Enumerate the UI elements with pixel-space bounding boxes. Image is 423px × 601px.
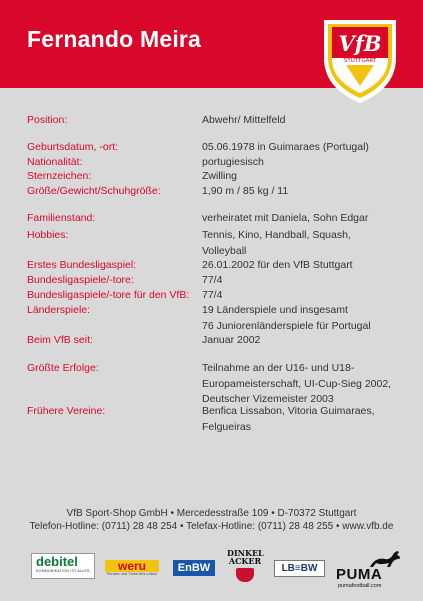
profile-value: Volleyball bbox=[202, 244, 247, 257]
debitel-logo: debitel KOMMUNIKATION IST ALLES bbox=[31, 553, 95, 579]
profile-value: 77/4 bbox=[202, 274, 223, 286]
crest-city: STUTTGART bbox=[343, 58, 377, 64]
enbw-logo: EnBW bbox=[173, 560, 215, 576]
profile-value: verheiratet mit Daniela, Sohn Edgar bbox=[202, 212, 369, 224]
profile-label: Erstes Bundesligaspiel: bbox=[27, 259, 137, 271]
profile-value: Teilnahme an der U16- und U18- bbox=[202, 362, 355, 374]
profile-value: Abwehr/ Mittelfeld bbox=[202, 114, 286, 126]
profile-value: Europameisterschaft, UI-Cup-Sieg 2002, bbox=[202, 377, 392, 390]
weru-logo: weru Fenster und Türen fürs Leben bbox=[106, 559, 158, 576]
puma-logo: PUMA pumafootball.com bbox=[334, 549, 404, 589]
profile-label: Nationalität: bbox=[27, 156, 83, 168]
profile-value: 1,90 m / 85 kg / 11 bbox=[202, 185, 289, 197]
profile-value: 26.01.2002 für den VfB Stuttgart bbox=[202, 259, 353, 271]
crest-text: VfB bbox=[338, 31, 382, 56]
profile-value: Deutscher Vizemeister 2003 bbox=[202, 393, 334, 405]
profile-value: Felgueiras bbox=[202, 420, 252, 433]
profile-label: Familienstand: bbox=[27, 212, 96, 224]
profile-value: 76 Juniorenländerspiele für Portugal bbox=[202, 319, 371, 332]
profile-label: Bundesligaspiele/-tore: bbox=[27, 274, 134, 286]
profile-value: portugiesisch bbox=[202, 156, 264, 168]
profile-value: 19 Länderspiele und insgesamt bbox=[202, 304, 348, 316]
profile-label: Frühere Vereine: bbox=[27, 405, 106, 417]
profile-value: Januar 2002 bbox=[202, 334, 261, 346]
dinkelacker-crest-icon bbox=[236, 568, 254, 582]
footer-address: VfB Sport-Shop GmbH • Mercedesstraße 109 • D-70372 Stuttgart bbox=[66, 508, 357, 519]
profile-value: 77/4 bbox=[202, 289, 223, 301]
profile-label: Länderspiele: bbox=[27, 304, 91, 316]
profile-label: Geburtsdatum, -ort: bbox=[27, 141, 119, 153]
lbbw-logo: LB≡BW bbox=[274, 560, 325, 577]
dinkelacker-logo: DINKEL ACKER bbox=[227, 549, 263, 585]
sponsor-bar bbox=[0, 549, 423, 601]
profile-label: Größte Erfolge: bbox=[27, 362, 99, 374]
profile-label: Beim VfB seit: bbox=[27, 334, 93, 346]
vfb-crest-logo bbox=[321, 18, 399, 105]
profile-label: Hobbies: bbox=[27, 229, 69, 241]
profile-value: Benfica Lissabon, Vitoria Guimaraes, bbox=[202, 405, 375, 417]
profile-label: Sternzeichen: bbox=[27, 170, 92, 182]
profile-value: Tennis, Kino, Handball, Squash, bbox=[202, 229, 351, 241]
profile-value: Zwilling bbox=[202, 170, 238, 182]
profile-value: 05.06.1978 in Guimaraes (Portugal) bbox=[202, 141, 369, 153]
footer-hotline: Telefon-Hotline: (0711) 28 48 254 • Telefax-Hotline: (0711) 28 48 255 • www.vfb.de bbox=[29, 521, 394, 532]
profile-label: Größe/Gewicht/Schuhgröße: bbox=[27, 185, 161, 197]
player-name: Fernando Meira bbox=[27, 26, 202, 52]
profile-label: Bundesligaspiele/-tore für den VfB: bbox=[27, 289, 190, 301]
profile-label: Position: bbox=[27, 114, 68, 126]
